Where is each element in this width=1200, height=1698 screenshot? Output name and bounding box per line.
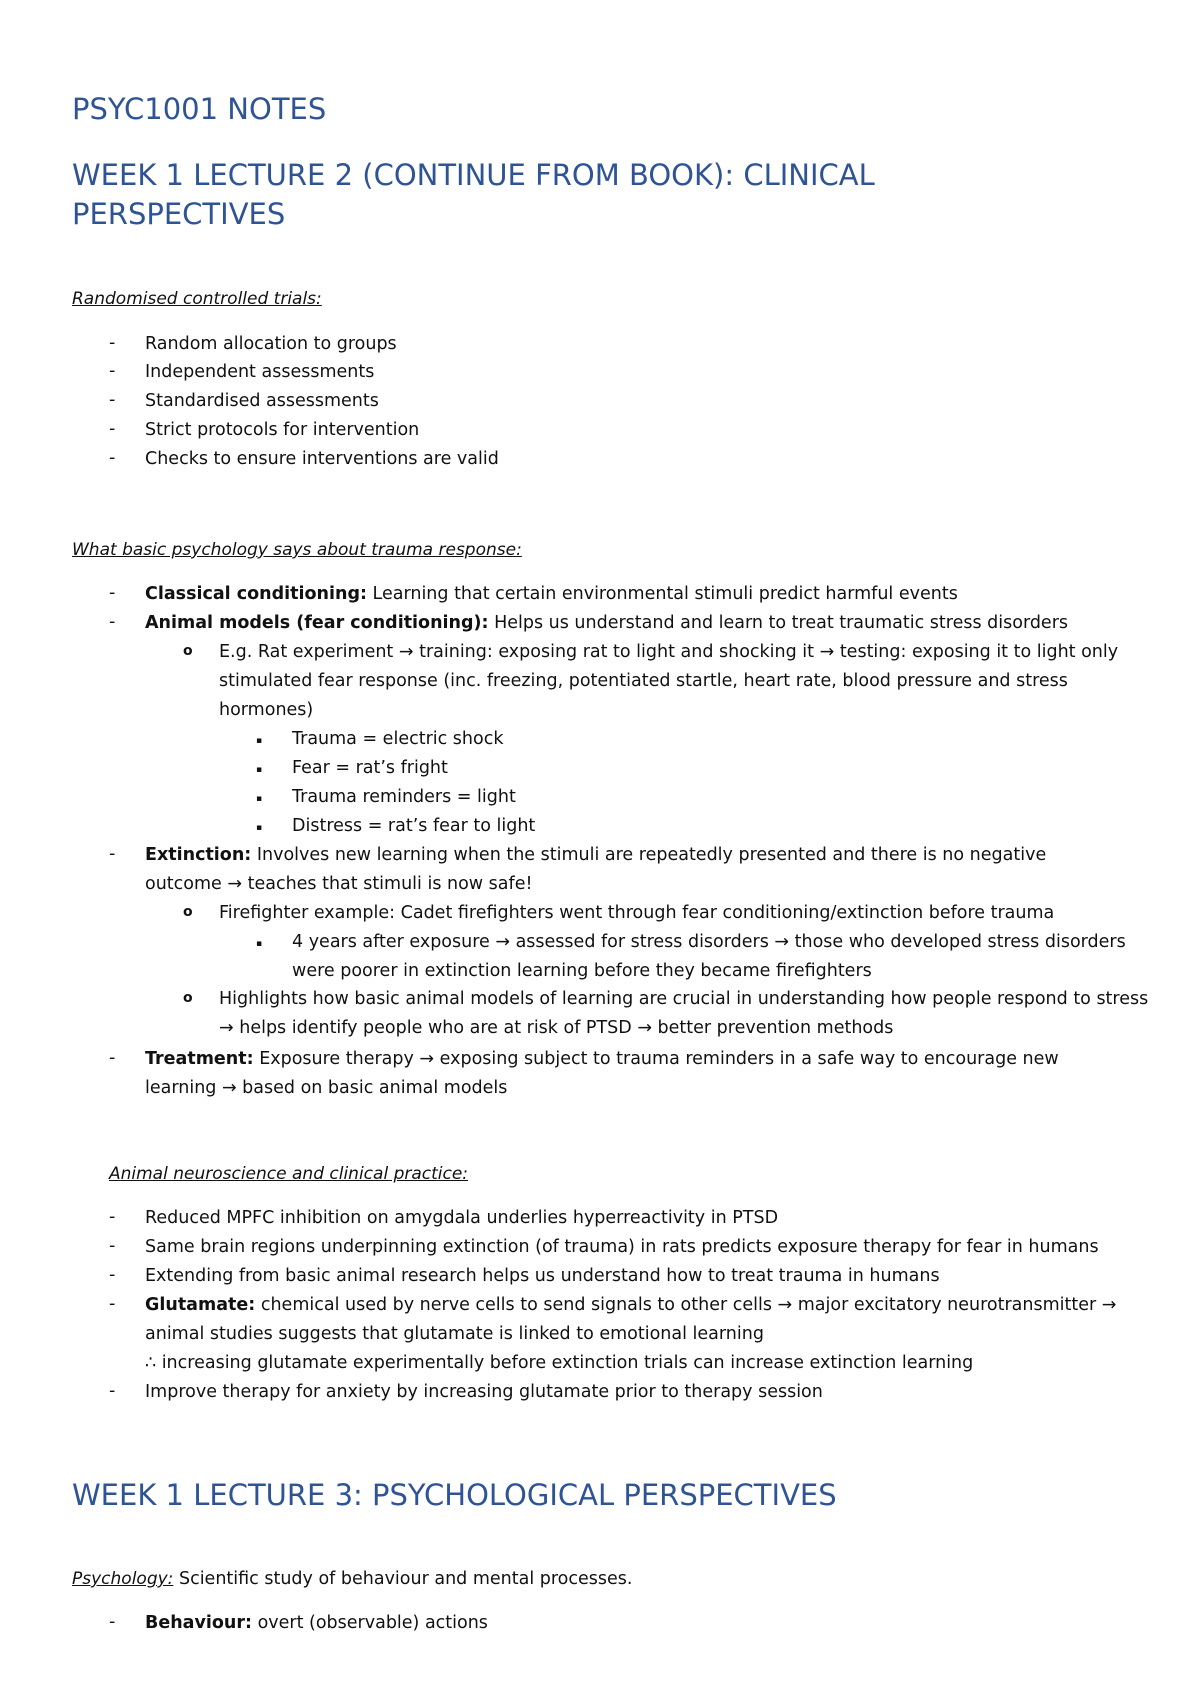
definition-text: Helps us understand and learn to treat traumatic stress disorders — [488, 613, 1069, 633]
definition-text: overt (observable) actions — [252, 1613, 488, 1633]
list-item: Standardised assessments — [145, 391, 379, 411]
list-item-glutamate — [145, 1291, 1120, 1349]
bullet-dash: - — [109, 1207, 116, 1227]
bullet-dash: - — [109, 333, 116, 353]
bullet-circle: o — [183, 904, 193, 920]
list-item-highlights: Highlights how basic animal models of learning are crucial in understanding how people respond to stress → helps identify people who are at risk of PTSD → better prevention methods — [219, 989, 1149, 1038]
term-extinction: Extinction: — [145, 845, 252, 865]
section-heading-week1-lecture2-cont: PERSPECTIVES — [72, 197, 286, 231]
bullet-square: ▪ — [256, 736, 263, 746]
bullet-dash: - — [109, 361, 116, 381]
bullet-circle: o — [183, 643, 193, 659]
bullet-dash: - — [109, 1236, 116, 1256]
bullet-circle: o — [183, 990, 193, 1006]
list-item-rat-example: E.g. Rat experiment → training: exposing rat to light and shocking it → testing: exposing it to light only stimulated fear response (inc. freezing, potentiated startle, heart rate, blood pressure and stress hormones) — [219, 642, 1119, 720]
subheading-animal-neuroscience: Animal neuroscience and clinical practice: — [109, 1164, 469, 1184]
definition-text: Exposure therapy → exposing subject to trauma reminders in a safe way to encourage new learning → based on basic animal models — [145, 1049, 1059, 1098]
bullet-dash: - — [109, 1612, 116, 1632]
list-item: Distress = rat’s fear to light — [292, 816, 536, 836]
term-glutamate: Glutamate: — [145, 1295, 256, 1315]
list-item-extinction — [145, 841, 1085, 899]
section-heading-week1-lecture3: WEEK 1 LECTURE 3: PSYCHOLOGICAL PERSPECTIVES — [72, 1478, 837, 1512]
list-item: Trauma = electric shock — [292, 729, 504, 749]
bullet-dash: - — [109, 1048, 116, 1068]
list-item: Extending from basic animal research helps us understand how to treat trauma in humans — [145, 1266, 940, 1286]
term-treatment: Treatment: — [145, 1049, 254, 1069]
term-psychology: Psychology: — [72, 1569, 174, 1589]
list-item-behaviour — [145, 1609, 488, 1638]
term-classical-conditioning: Classical conditioning: — [145, 584, 367, 604]
bullet-square: ▪ — [256, 939, 263, 949]
term-behaviour: Behaviour: — [145, 1613, 252, 1633]
list-item-treatment — [145, 1045, 1095, 1103]
list-item: Random allocation to groups — [145, 334, 397, 354]
list-item-firefighter: Firefighter example: Cadet firefighters went through fear conditioning/extinction before trauma — [219, 903, 1055, 923]
bullet-square: ▪ — [256, 765, 263, 775]
bullet-square: ▪ — [256, 794, 263, 804]
subheading-rct: Randomised controlled trials: — [72, 289, 322, 309]
bullet-dash: - — [109, 419, 116, 439]
subheading-trauma-response: What basic psychology says about trauma response: — [72, 540, 522, 560]
bullet-dash: - — [109, 1381, 116, 1401]
definition-text: Learning that certain environmental stimuli predict harmful events — [366, 584, 958, 604]
list-item: Trauma reminders = light — [292, 787, 516, 807]
definition-text: Scientific study of behaviour and mental processes. — [173, 1569, 633, 1589]
glutamate-conclusion: ∴ increasing glutamate experimentally before extinction trials can increase extinction learning — [145, 1353, 974, 1373]
list-item: Same brain regions underpinning extinction (of trauma) in rats predicts exposure therapy for fear in humans — [145, 1237, 1099, 1257]
bullet-dash: - — [109, 583, 116, 603]
list-item: Independent assessments — [145, 362, 375, 382]
list-item-classical-conditioning — [145, 580, 958, 609]
list-item: Fear = rat’s fright — [292, 758, 448, 778]
definition-text: Involves new learning when the stimuli are repeatedly presented and there is no negative outcome → teaches that stimuli is now safe! — [145, 845, 1047, 894]
term-animal-models: Animal models (fear conditioning): — [145, 613, 489, 633]
bullet-dash: - — [109, 612, 116, 632]
document-title: PSYC1001 NOTES — [72, 92, 327, 126]
list-item: Strict protocols for intervention — [145, 420, 420, 440]
list-item: Checks to ensure interventions are valid — [145, 449, 499, 469]
bullet-dash: - — [109, 390, 116, 410]
section-heading-week1-lecture2: WEEK 1 LECTURE 2 (CONTINUE FROM BOOK): CLINICAL — [72, 158, 875, 192]
list-item-firefighter-detail: 4 years after exposure → assessed for stress disorders → those who developed stress disorders were poorer in extinction learning before they became firefighters — [292, 932, 1126, 981]
list-item: Improve therapy for anxiety by increasing glutamate prior to therapy session — [145, 1382, 823, 1402]
paragraph-psychology — [72, 1565, 632, 1594]
bullet-square: ▪ — [256, 823, 263, 833]
list-item: Reduced MPFC inhibition on amygdala underlies hyperreactivity in PTSD — [145, 1208, 779, 1228]
bullet-dash: - — [109, 1294, 116, 1314]
list-item-animal-models — [145, 609, 1068, 638]
bullet-dash: - — [109, 1265, 116, 1285]
bullet-dash: - — [109, 448, 116, 468]
definition-text: chemical used by nerve cells to send signals to other cells → major excitatory neurotransmitter → animal studies suggests that glutamate is linked to emotional learning — [145, 1295, 1117, 1344]
bullet-dash: - — [109, 844, 116, 864]
